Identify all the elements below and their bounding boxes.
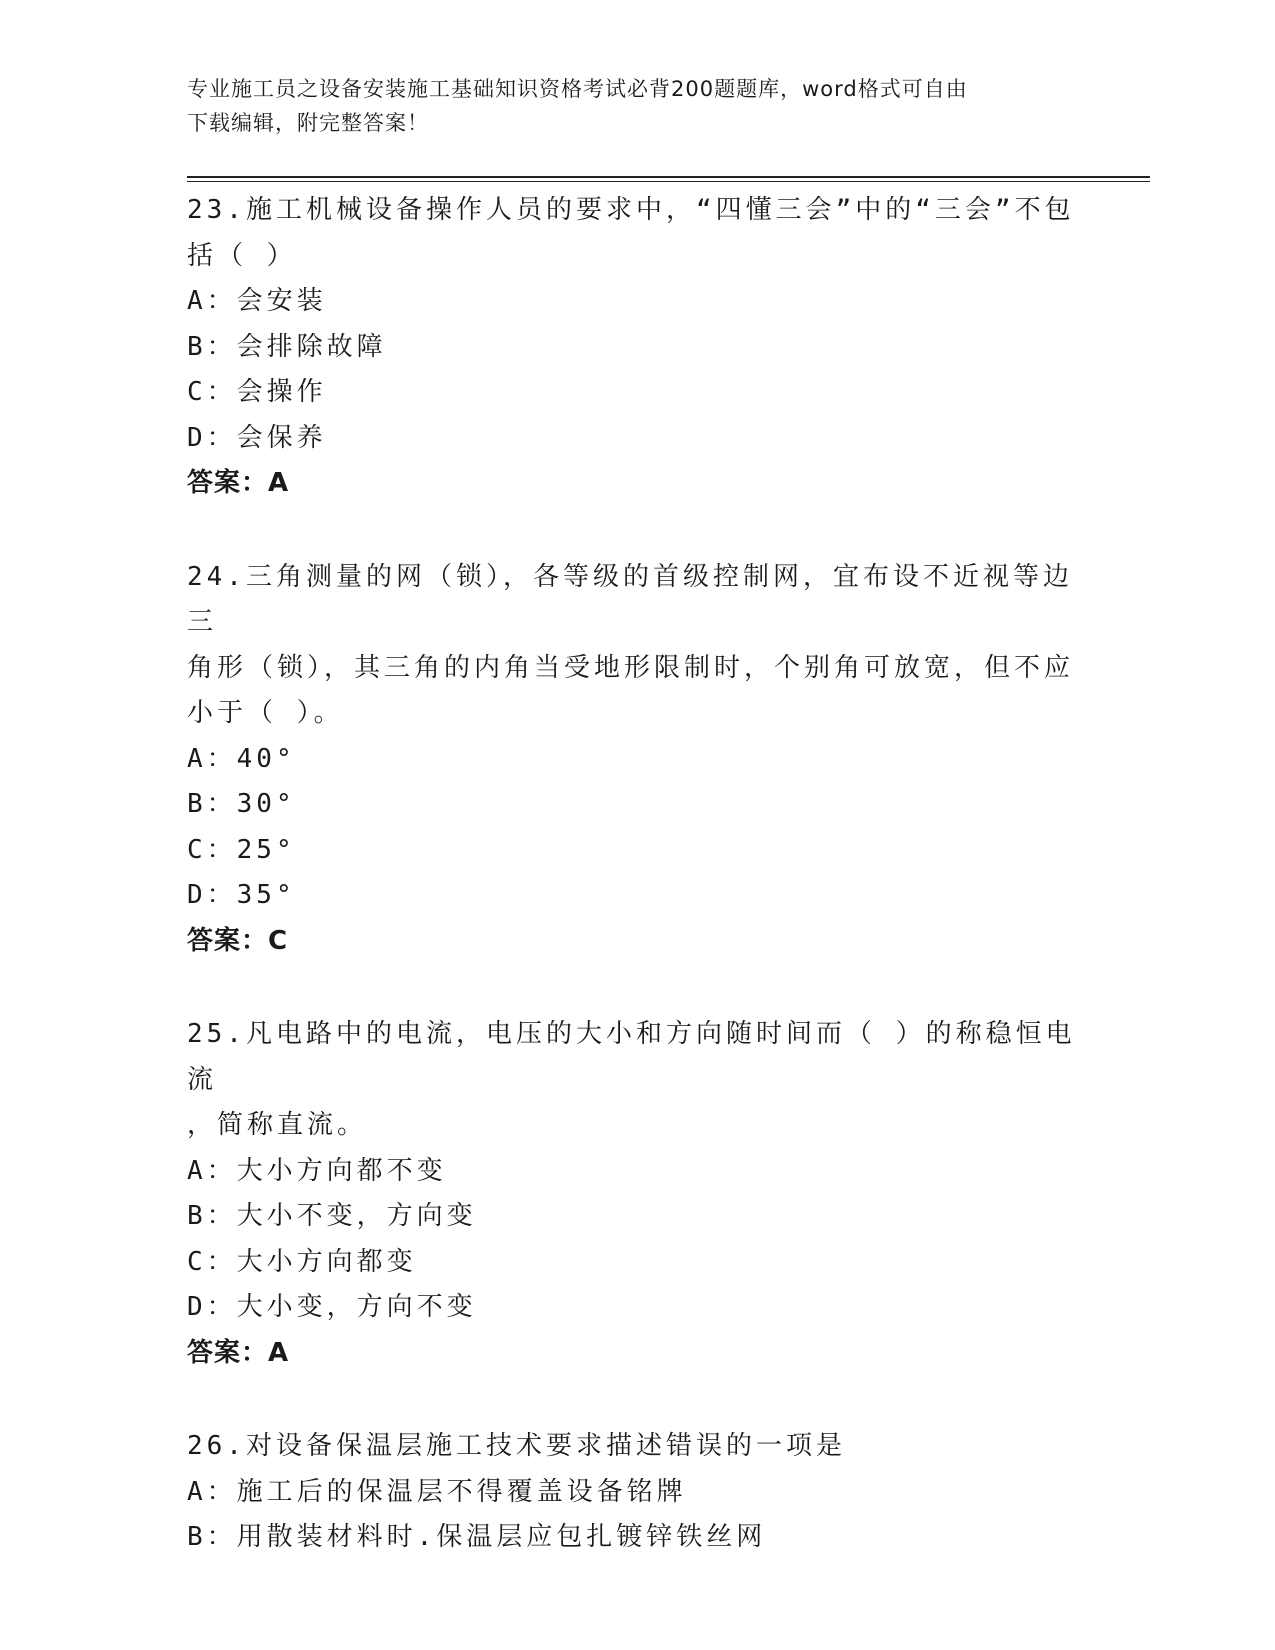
answer: 答案：A	[187, 1337, 290, 1368]
question-stem	[187, 1424, 1087, 1470]
stem-line: 小于（ ）。	[187, 698, 344, 728]
question-24	[187, 555, 1087, 965]
question-stem	[187, 188, 1087, 279]
stem-line: 24.三角测量的网（锁），各等级的首级控制网，宜布设不近视等边三	[187, 561, 1073, 637]
question-stem	[187, 555, 1087, 737]
option-b: B：30°	[187, 789, 296, 819]
option-b: B：大小不变，方向变	[187, 1201, 477, 1231]
answer: 答案：C	[187, 925, 289, 956]
question-26	[187, 1424, 1087, 1561]
option-d: D：35°	[187, 880, 296, 910]
header-line-2: 下载编辑，附完整答案！	[187, 111, 429, 135]
option-d: D：会保养	[187, 422, 327, 453]
option-b: B：会排除故障	[187, 331, 387, 362]
option-c: C：25°	[187, 834, 296, 865]
option-c: C：大小方向都变	[187, 1246, 417, 1277]
question-25	[187, 1012, 1087, 1376]
stem-line: 26.对设备保温层施工技术要求描述错误的一项是	[187, 1431, 846, 1461]
option-a: A：大小方向都不变	[187, 1155, 447, 1186]
header-line-1: 专业施工员之设备安装施工基础知识资格考试必背200题题库，word格式可自由	[187, 77, 968, 101]
question-list	[187, 188, 1087, 1609]
stem-line: ，简称直流。	[187, 1110, 368, 1140]
answer: 答案：A	[187, 468, 290, 498]
stem-line: 23.施工机械设备操作人员的要求中，“四懂三会”中的“三会”不包	[187, 195, 1075, 225]
question-23	[187, 188, 1087, 507]
header-rule-thin	[187, 181, 1150, 182]
document-header	[187, 72, 1067, 140]
option-a: A：40°	[187, 743, 296, 774]
option-b: B：用散装材料时.保温层应包扎镀锌铁丝网	[187, 1522, 767, 1552]
option-c: C：会操作	[187, 377, 327, 407]
option-a: A：会安装	[187, 286, 327, 316]
question-stem	[187, 1012, 1087, 1149]
stem-line: 括（ ）	[187, 240, 297, 271]
stem-line: 25.凡电路中的电流，电压的大小和方向随时间而（ ）的称稳恒电流	[187, 1019, 1076, 1095]
option-d: D：大小变，方向不变	[187, 1292, 477, 1322]
stem-line: 角形（锁），其三角的内角当受地形限制时，个别角可放宽，但不应	[187, 652, 1075, 683]
header-rule-thick	[187, 176, 1150, 178]
option-a: A：施工后的保温层不得覆盖设备铭牌	[187, 1476, 687, 1507]
